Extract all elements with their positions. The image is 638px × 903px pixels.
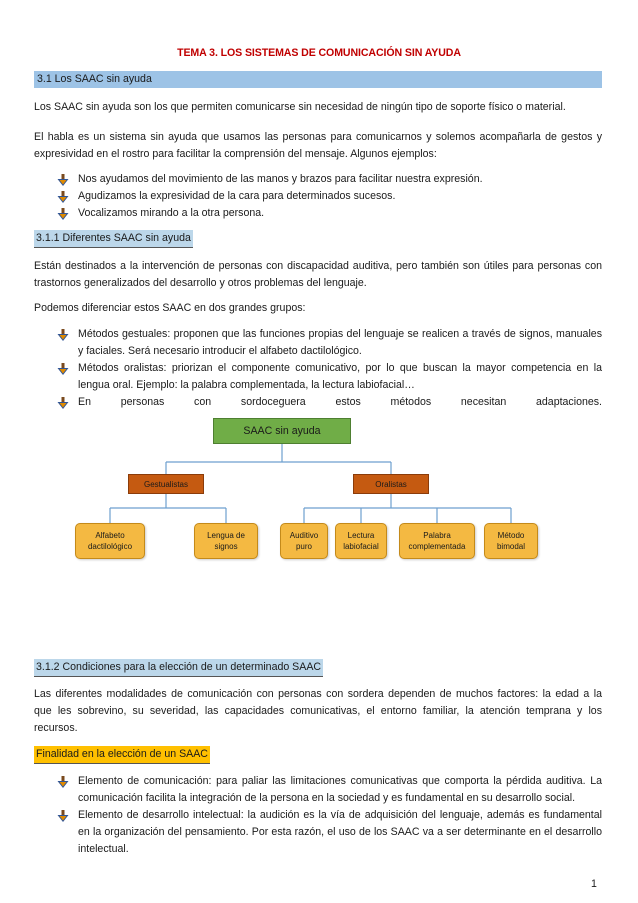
list-item: Elemento de comunicación: para paliar las limitaciones comunicativas que comporta la pérdida auditiva. La comunicación facilita la integración de la persona en la sociedad y es fundamental en su desarrollo social. xyxy=(56,773,602,807)
arrow-down-bullet-icon xyxy=(56,362,70,376)
diagram-leaf-palabra-complementada: Palabra complementada xyxy=(399,523,475,559)
page-number: 1 xyxy=(591,878,597,890)
arrow-down-bullet-icon xyxy=(56,396,70,410)
paragraph-line: El habla es un sistema sin ayuda que usamos las personas para comunicarnos y solemos acompañarla de gestos y xyxy=(34,131,602,143)
diagram-leaf-lengua-signos: Lengua de signos xyxy=(194,523,258,559)
subheading-finalidad: Finalidad en la elección de un SAAC xyxy=(34,746,210,764)
paragraph-line: Están destinados a la intervención de personas con discapacidad auditiva, pero también son útiles para personas con xyxy=(34,260,602,272)
document-title: TEMA 3. LOS SISTEMAS DE COMUNICACIÓN SIN AYUDA xyxy=(177,47,461,59)
arrow-down-bullet-icon xyxy=(56,775,70,789)
diagram-leaf-alfabeto: Alfabeto dactilológico xyxy=(75,523,145,559)
paragraph-line: expresividad en el rostro para facilitar la comprensión del mensaje. Algunos ejemplos: xyxy=(34,148,437,160)
paragraph-line: trastornos generalizados del desarrollo y otros problemas del lenguaje. xyxy=(34,277,367,289)
paragraph-line: que les sobrevino, su severidad, las capacidades comunicativas, el entorno familiar, la atención temprana y los xyxy=(34,705,602,717)
arrow-down-bullet-icon xyxy=(56,190,70,204)
arrow-down-bullet-icon xyxy=(56,328,70,342)
diagram-root-node: SAAC sin ayuda xyxy=(213,418,351,444)
list-item: Métodos oralistas: priorizan el componente comunicativo, por lo que buscan la mayor competencia en la lengua oral. Ejemplo: la palabra complementada, la lectura labiofacial… xyxy=(56,360,602,394)
list-item: Métodos gestuales: proponen que las funciones propias del lenguaje se realicen a través de signos, manuales y faciales. Será necesario introducir el alfabeto dactilológico. xyxy=(56,326,602,360)
diagram-node-oralistas: Oralistas xyxy=(353,474,429,494)
section-heading-3-1-2: 3.1.2 Condiciones para la elección de un determinado SAAC xyxy=(34,659,323,677)
document-page: TEMA 3. LOS SISTEMAS DE COMUNICACIÓN SIN AYUDA 3.1 Los SAAC sin ayuda Los SAAC sin ayuda son los que permiten comunicarse sin necesidad de ningún tipo de soporte físico o material. El habla es un sistema sin ayuda que usamos las personas para comunicarnos y solemos acompañarla de gestos y expresividad en el rostro para facilitar la comprensión del mensaje. Algunos ejemplos: Nos ayudamos del movimiento de las manos y brazos para facilitar nuestra expresión. Agudizamos la expresividad de la cara para determinados sucesos. Vocalizamos mirando a la otra persona. 3.1.1 Diferentes SAAC sin ayuda Están destinados a la intervención de personas con discapacidad auditiva, pero también son útiles para personas con trastornos generalizados del desarrollo y otros problemas del lenguaje. Podemos diferenciar estos SAAC en dos grandes grupos: Métodos gestuales: proponen que las funciones propias del lenguaje se realicen a través de signos, manuales y faciales. Será necesario introducir el alfabeto dactilológico. Métodos oralistas: priorizan el componente comunicativo, por lo que buscan la mayor competencia en la lengua oral. Ejemplo: la palabra complementada, la lectura labiofacial… En personas con sordoceguera estos métodos necesitan adaptaciones. SAAC sin ayuda Gestualistas Oralistas Alfabeto dactilológico Lengua de signos Auditivo puro Lectura labiofacial Palabra complementada Método bimodal 3.1.2 Condiciones para la elección de un determinado SAAC Las diferentes modalidades de comunicación con personas con sordera dependen de muchos factores: la edad a la que les sobrevino, su severidad, las capacidades comunicativas, el entorno familiar, la atención temprana y los recursos. Finalidad en la elección de un SAAC Elemento de comunicación: para paliar las limitaciones comunicativas que comporta la pérdida auditiva. La comunicación facilita la integración de la persona en la sociedad y es fundamental en su desarrollo social. Elemento de desarrollo intelectual: la audición es la vía de adquisición del lenguaje, además es fundamental en la organización del pensamiento. Por esta razón, el uso de los SAAC va a ser determinante en el desarrollo intelectual. 1 xyxy=(0,0,638,903)
section-heading-3-1-1: 3.1.1 Diferentes SAAC sin ayuda xyxy=(34,230,193,248)
diagram-leaf-lectura-labiofacial: Lectura labiofacial xyxy=(335,523,387,559)
paragraph-line: recursos. xyxy=(34,722,78,734)
diagram-node-gestualistas: Gestualistas xyxy=(128,474,204,494)
diagram-leaf-metodo-bimodal: Método bimodal xyxy=(484,523,538,559)
paragraph-line: Las diferentes modalidades de comunicación con personas con sordera dependen de muchos factores: la edad a la xyxy=(34,688,602,700)
arrow-down-bullet-icon xyxy=(56,173,70,187)
arrow-down-bullet-icon xyxy=(56,207,70,221)
arrow-down-bullet-icon xyxy=(56,809,70,823)
section-heading-3-1: 3.1 Los SAAC sin ayuda xyxy=(34,71,602,88)
paragraph: Los SAAC sin ayuda son los que permiten comunicarse sin necesidad de ningún tipo de soporte físico o material. xyxy=(34,101,566,113)
diagram-leaf-auditivo-puro: Auditivo puro xyxy=(280,523,328,559)
list-item: Elemento de desarrollo intelectual: la audición es la vía de adquisición del lenguaje, además es fundamental en la organización del pensamiento. Por esta razón, el uso de los SAAC va a ser determinante en el desarrollo intelectual. xyxy=(56,807,602,858)
paragraph: Podemos diferenciar estos SAAC en dos grandes grupos: xyxy=(34,302,306,314)
